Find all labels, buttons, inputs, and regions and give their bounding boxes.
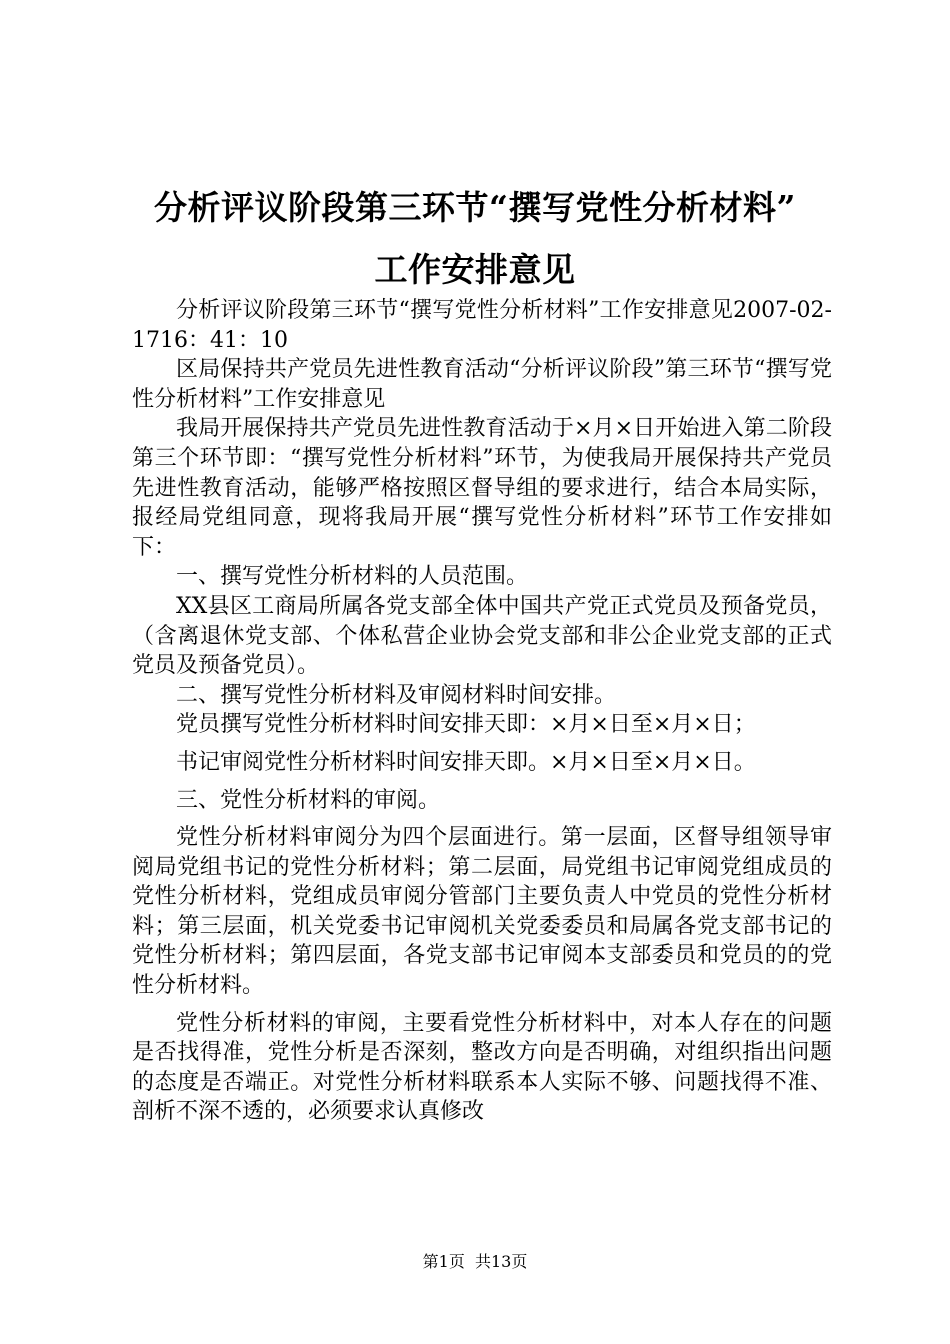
paragraph-review-criteria: 党性分析材料的审阅，主要看党性分析材料中，对本人存在的问题是否找得准，党性分析是否深刻，整改方向是否明确，对组织指出问题的态度是否端正。对党性分析材料联系本人实际不够、问题找得不准、剖析不深不透的，必须要求认真修改 — [132, 1010, 832, 1125]
paragraph-intro: 我局开展保持共产党员先进性教育活动于×月×日开始进入第二阶段第三个环节即：“撰写党性分析材料”环节，为使我局开展保持共产党员先进性教育活动，能够严格按照区督导组的要求进行，结合本局实际，报经局党组同意，现将我局开展“撰写党性分析材料”环节工作安排如下： — [132, 416, 832, 560]
paragraph-review-levels: 党性分析材料审阅分为四个层面进行。第一层面，区督导组领导审阅局党组书记的党性分析材料；第二层面，局党组书记审阅党组成员的党性分析材料，党组成员审阅分管部门主要负责人中党员的党性分析材料；第三层面，机关党委书记审阅机关党委委员和局属各党支部书记的党性分析材料；第四层面，各党支部书记审阅本支部委员和党员的的党性分析材料。 — [132, 825, 832, 999]
page-number-footer: 第1页 共13页 — [422, 1252, 528, 1271]
paragraph-subtitle: 区局保持共产党员先进性教育活动“分析评议阶段”第三环节“撰写党性分析材料”工作安排意见 — [132, 357, 832, 412]
document-title-line-1: 分析评议阶段第三环节“撰写党性分析材料” — [154, 188, 796, 227]
document-body — [132, 296, 832, 1127]
paragraph-header: 分析评议阶段第三环节“撰写党性分析材料”工作安排意见2007-02-1716：41：10 — [132, 298, 832, 353]
paragraph-writing-time: 党员撰写党性分析材料时间安排天即：×月×日至×月×日； — [176, 712, 756, 738]
section-heading-3: 三、党性分析材料的审阅。 — [176, 787, 441, 813]
document-title-line-2: 工作安排意见 — [374, 250, 576, 289]
paragraph-scope: XX县区工商局所属各党支部全体中国共产党正式党员及预备党员，（含离退休党支部、个体私营企业协会党支部和非公企业党支部的正式党员及预备党员）。 — [132, 593, 832, 679]
section-heading-1: 一、撰写党性分析材料的人员范围。 — [176, 564, 529, 590]
section-heading-2: 二、撰写党性分析材料及审阅材料时间安排。 — [176, 682, 617, 708]
paragraph-review-time: 书记审阅党性分析材料时间安排天即。×月×日至×月×日。 — [176, 749, 756, 775]
